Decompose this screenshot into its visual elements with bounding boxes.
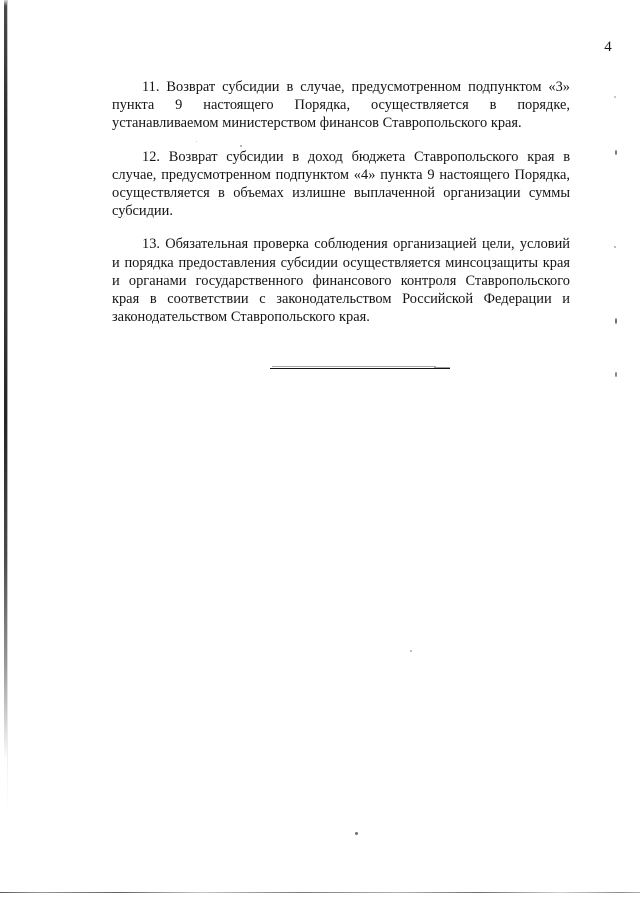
scan-edge-left-thin-artifact [7,0,8,815]
page-number: 4 [604,39,612,55]
paragraph-13: 13. Обязательная проверка соблюдения организацией цели, условий и порядка предоставления субсидии осуществляется минсоцзащиты края и органами государственного финансового контроля Ставропольского края в соответствии с законодательством Российской Федерации и законодательством Ставропольского края. [112,236,570,326]
divider-rule-shadow [272,366,436,367]
scan-speck [355,832,358,835]
scan-speck [614,96,616,98]
scan-speck [615,150,617,155]
divider-rule [270,368,450,369]
divider [0,366,640,372]
scan-speck [615,318,617,324]
scan-speck [614,246,616,248]
scan-speck [615,372,617,377]
paragraph-11: 11. Возврат субсидии в случае, предусмотренном подпунктом «3» пункта 9 настоящего Порядка, осуществляется в порядке, устанавливаемом министерством финансов Ставропольского края. [112,79,570,132]
document-body [112,78,570,326]
scan-speck [410,650,412,652]
paragraph-12: 12. Возврат субсидии в доход бюджета Ставропольского края в случае, предусмотренном подпунктом «4» пункта 9 настоящего Порядка, осуществляется в объемах излишне выплаченной организации суммы субсидии. [112,148,570,220]
scan-edge-bottom-artifact [0,892,640,893]
divider-rule-tail [434,367,450,368]
